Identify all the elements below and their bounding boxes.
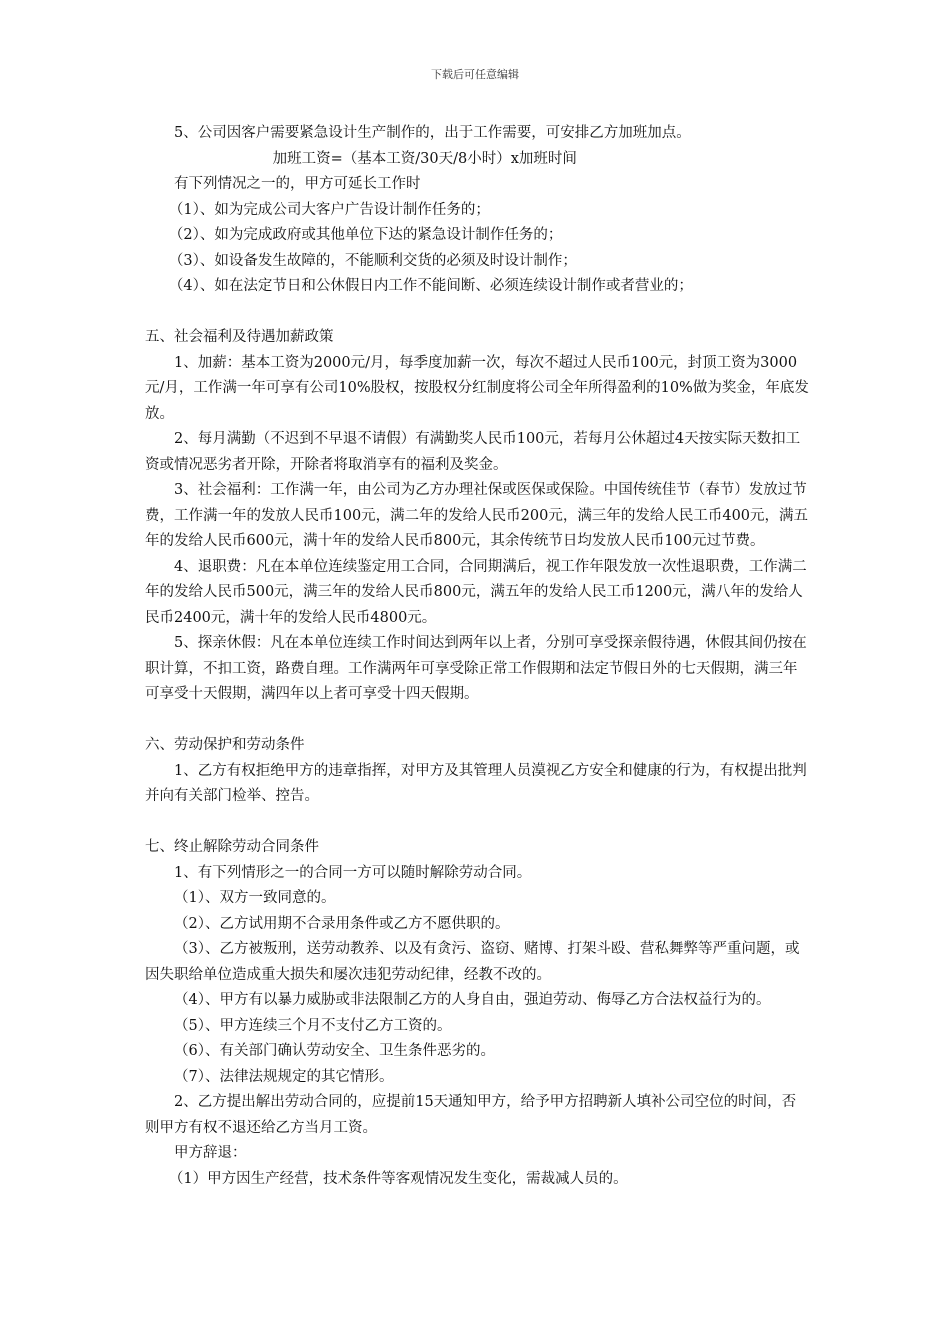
document-body bbox=[145, 121, 810, 1192]
overtime-case-3: （3）、如设备发生故障的，不能顺利交货的必须及时设计制作； bbox=[168, 252, 577, 269]
dismissal-item-1: （1）甲方因生产经营，技术条件等客观情况发生变化，需裁减人员的。 bbox=[168, 1170, 628, 1187]
section-5-paragraph-4: 4、退职费：凡在本单位连续鉴定用工合同，合同期满后，视工作年限发放一次性退职费，工作满二年的发给人民币500元，满三年的发给人民币800元，满五年的发给人民工币1200元，满八年的发给人民币2400元，满十年的发给人民币4800元。 bbox=[145, 558, 807, 626]
section-7-case-1: （1）、双方一致同意的。 bbox=[174, 890, 336, 906]
section-5-paragraph-5: 5、探亲休假：凡在本单位连续工作时间达到两年以上者，分别可享受探亲假待遇，休假其间仍按在职计算，不扣工资，路费自理。工作满两年可享受除正常工作假期和法定节假日外的七天假期，满三年可享受十天假期，满四年以上者可享受十四天假期。 bbox=[145, 635, 807, 702]
section-6-paragraph-1: 1、乙方有权拒绝甲方的违章指挥，对甲方及其管理人员漠视乙方安全和健康的行为，有权提出批判并向有关部门检举、控告。 bbox=[145, 762, 807, 804]
section-7-case-3: （3）、乙方被叛刑，送劳动教养、以及有贪污、盗窃、赌博、打架斗殴、营私舞弊等严重问题，或因失职给单位造成重大损失和屡次违犯劳动纪律，经教不改的。 bbox=[145, 941, 800, 983]
overtime-case-4: （4）、如在法定节日和公休假日内工作不能间断、必须连续设计制作或者营业的； bbox=[168, 278, 693, 294]
overtime-item-5: 5、公司因客户需要紧急设计生产制作的，出于工作需要，可安排乙方加班加点。 bbox=[174, 125, 691, 141]
section-7-case-4: （4）、甲方有以暴力威胁或非法限制乙方的人身自由，强迫劳动、侮辱乙方合法权益行为的。 bbox=[174, 992, 771, 1008]
dismissal-label: 甲方辞退： bbox=[174, 1145, 247, 1161]
section-5-paragraph-2: 2、每月满勤（不迟到不早退不请假）有满勤奖人民币100元，若每月公休超过4天按实际天数扣工资或情况恶劣者开除，开除者将取消享有的福利及奖金。 bbox=[145, 431, 801, 473]
spacer bbox=[145, 810, 810, 836]
section-7-paragraph-2: 2、乙方提出解出劳动合同的，应提前15天通知甲方，给予甲方招聘新人填补公司空位的时间，否则甲方有权不退还给乙方当月工资。 bbox=[145, 1094, 797, 1136]
overtime-case-2: （2）、如为完成政府或其他单位下达的紧急设计制作任务的； bbox=[168, 227, 563, 243]
section-5-paragraph-3: 3、社会福利：工作满一年，由公司为乙方办理社保或医保或保险。中国传统佳节（春节）发放过节费，工作满一年的发放人民币100元，满二年的发给人民币200元，满三年的发给人民工币400元，满五年的发给人民币600元，满十年的发给人民币800元，其余传统节日均发放人民币100元过节费。 bbox=[145, 482, 809, 549]
spacer bbox=[145, 300, 810, 326]
section-5-paragraph-1: 1、加薪：基本工资为2000元/月，每季度加薪一次，每次不超过人民币100元，封顶工资为3000元/月，工作满一年可享有公司10%股权，按股权分红制度将公司全年所得盈利的10%做为奖金，年底发放。 bbox=[145, 354, 809, 422]
overtime-formula: 加班工资=（基本工资/30天/8小时）x加班时间 bbox=[272, 150, 577, 167]
overtime-intro: 有下列情况之一的，甲方可延长工作时 bbox=[174, 176, 421, 192]
section-7-title: 七、终止解除劳动合同条件 bbox=[145, 839, 319, 855]
section-7-paragraph-1: 1、有下列情形之一的合同一方可以随时解除劳动合同。 bbox=[174, 864, 532, 881]
section-5-title: 五、社会福利及待遇加薪政策 bbox=[145, 329, 334, 345]
spacer bbox=[145, 708, 810, 734]
page-header: 下载后可任意编辑 bbox=[431, 68, 519, 81]
section-7-case-2: （2）、乙方试用期不合录用条件或乙方不愿供职的。 bbox=[174, 915, 510, 932]
overtime-case-1: （1）、如为完成公司大客户广告设计制作任务的； bbox=[168, 201, 490, 218]
section-6-title: 六、劳动保护和劳动条件 bbox=[145, 737, 305, 753]
section-7-case-7: （7）、法律法规规定的其它情形。 bbox=[174, 1068, 394, 1085]
section-7-case-5: （5）、甲方连续三个月不支付乙方工资的。 bbox=[174, 1017, 452, 1034]
section-7-case-6: （6）、有关部门确认劳动安全、卫生条件恶劣的。 bbox=[174, 1043, 495, 1059]
